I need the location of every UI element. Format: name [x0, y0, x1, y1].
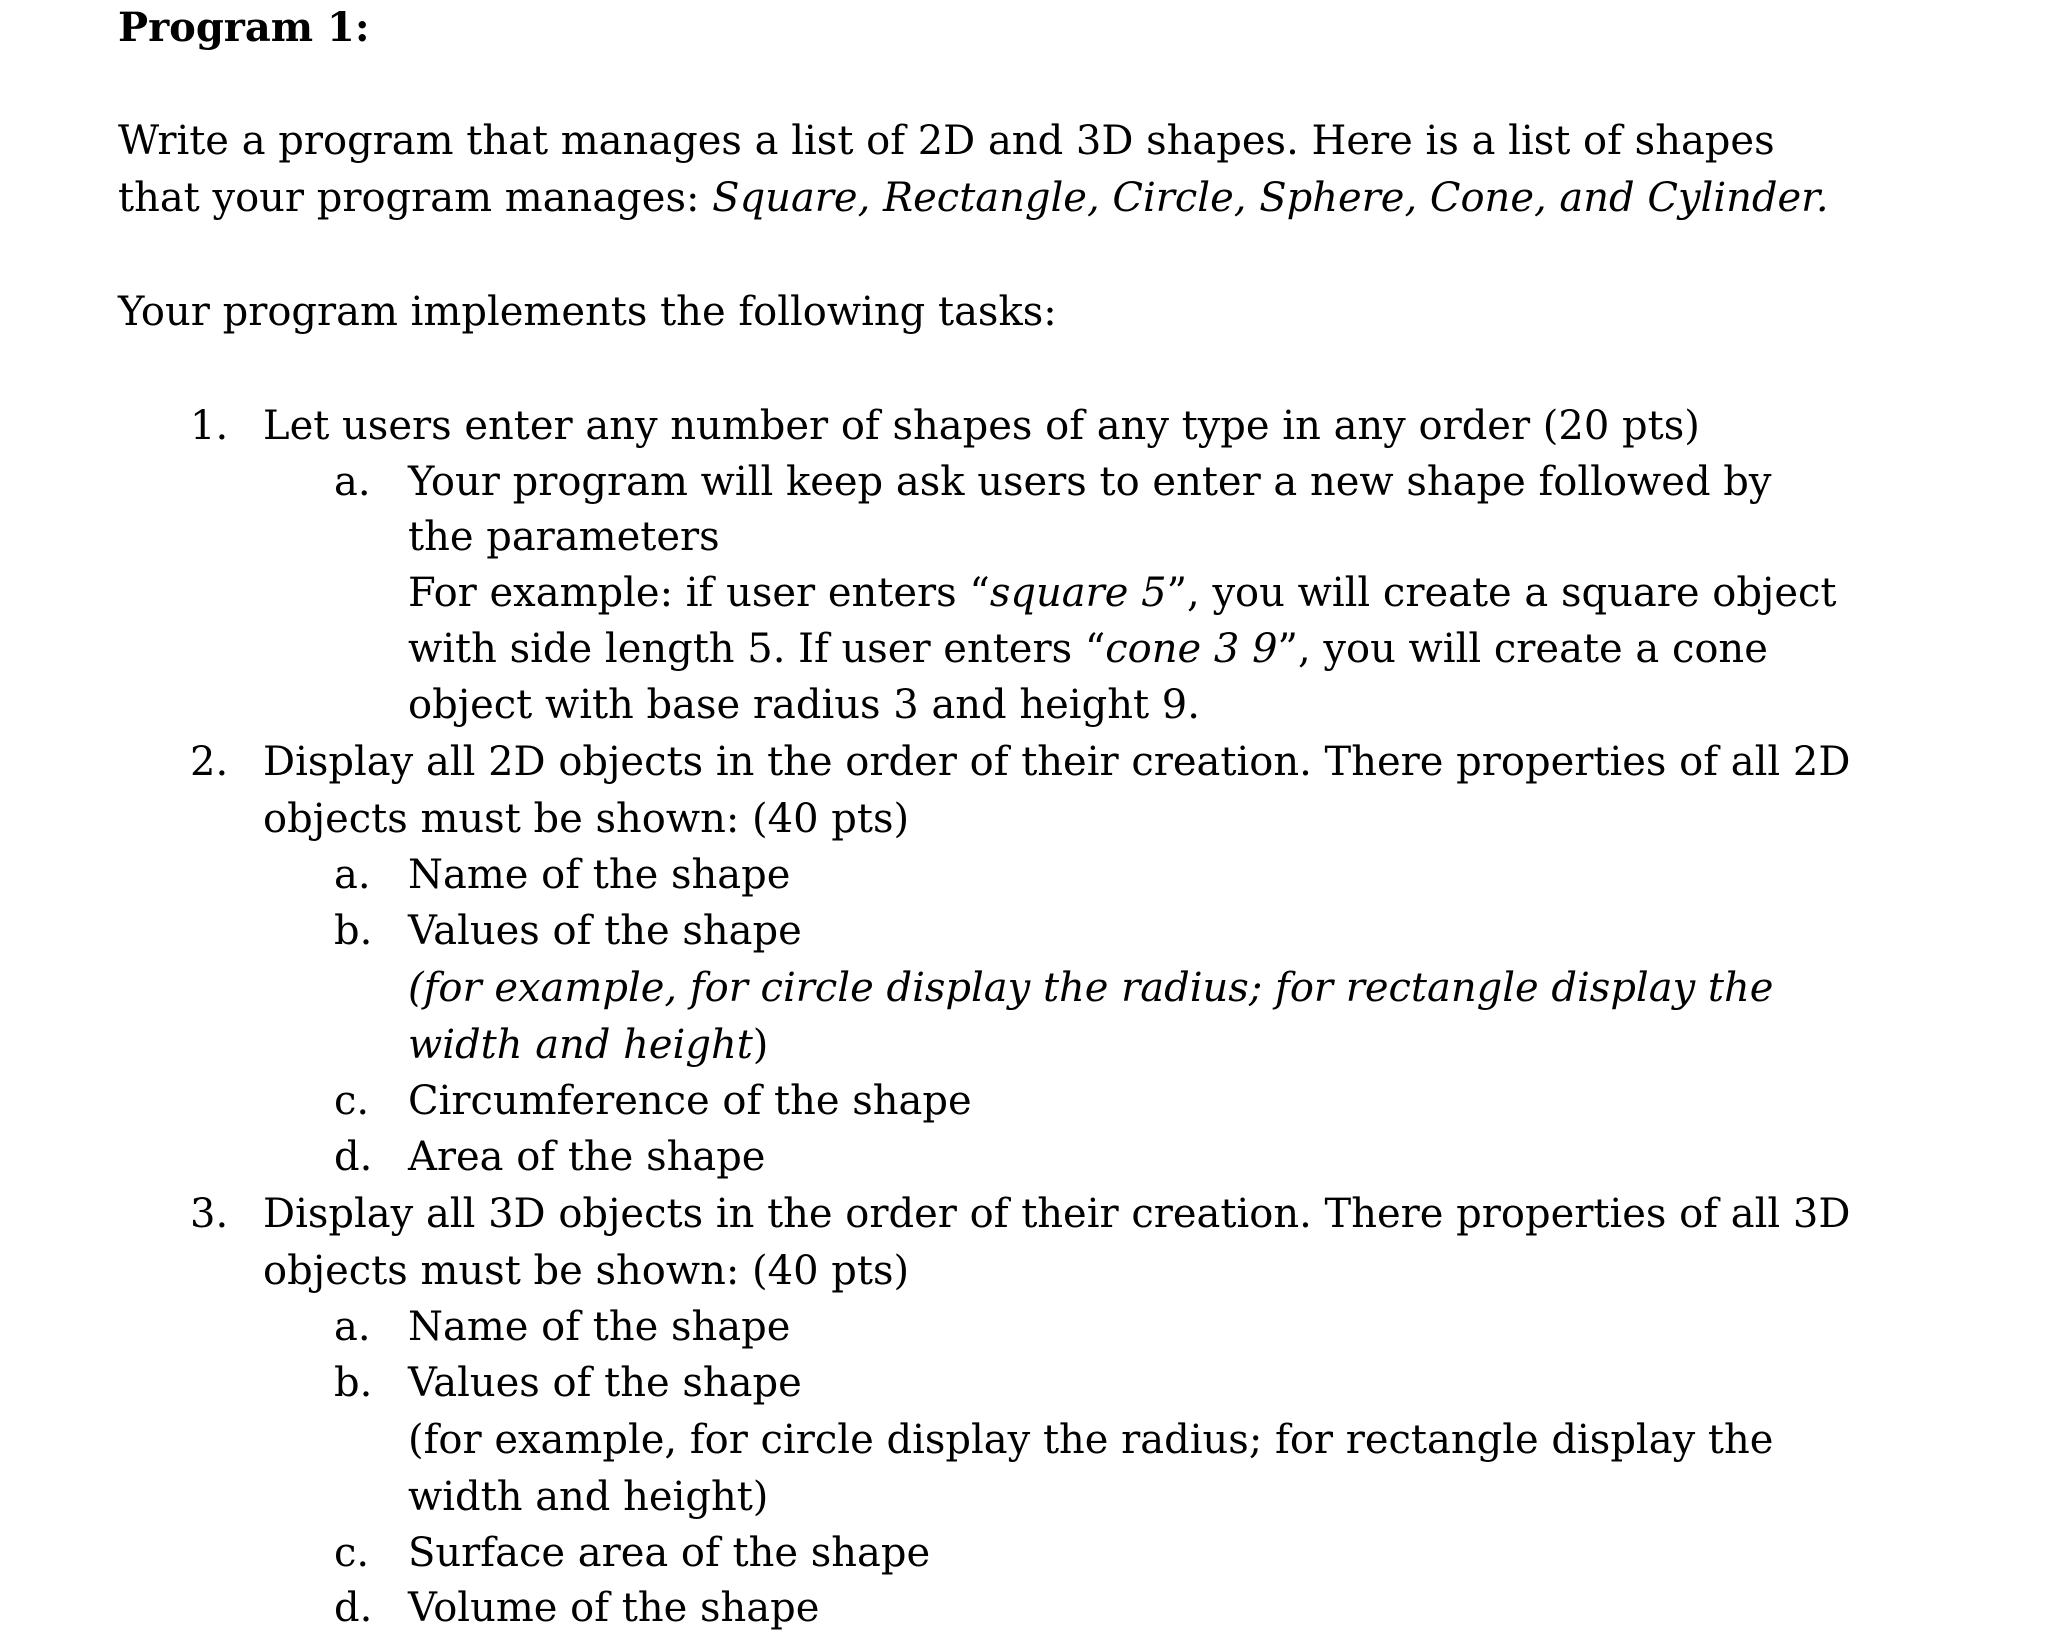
intro-line-2-plain: that your program manages:	[118, 175, 713, 221]
task-3b	[0, 1355, 2046, 1412]
task-1-text: Let users enter any number of shapes of any type in any order (20 pts)	[263, 403, 1700, 449]
intro-line-1: Write a program that manages a list of 2D and 3D shapes. Here is a list of shapes	[118, 118, 1775, 164]
task-2b-note-2	[0, 1017, 2046, 1074]
task-3b-note-2	[0, 1469, 2046, 1526]
task-3-cont	[0, 1243, 2046, 1300]
task-2a-text: Name of the shape	[408, 852, 791, 898]
task-2b-note-line-2-italic: width and height	[408, 1022, 753, 1068]
task-2c-text: Circumference of the shape	[408, 1078, 972, 1124]
task-3b-note-1	[0, 1412, 2046, 1469]
task-2d-letter: d.	[334, 1134, 373, 1180]
task-1a-example-2	[0, 622, 2046, 677]
task-2	[0, 734, 2046, 791]
example-cone-input: cone 3 9	[1105, 626, 1278, 672]
task-3d-text: Volume of the shape	[408, 1585, 820, 1631]
task-3d	[0, 1581, 2046, 1636]
task-3c	[0, 1526, 2046, 1581]
task-2a-letter: a.	[334, 852, 371, 898]
task-2b-letter: b.	[334, 908, 373, 954]
task-3a-letter: a.	[334, 1304, 371, 1350]
task-list	[0, 398, 2046, 1636]
example-line-1-b: ”, you will create a square object	[1166, 570, 1837, 616]
task-2-line-2: objects must be shown: (40 pts)	[263, 796, 910, 842]
tasks-intro: Your program implements the following tasks:	[118, 289, 1057, 335]
task-3b-note-line-2: width and height)	[408, 1474, 769, 1520]
task-3c-letter: c.	[334, 1530, 370, 1576]
task-1-number: 1.	[190, 403, 229, 449]
task-2b-note-close-paren: )	[752, 1022, 769, 1068]
task-1a-letter: a.	[334, 459, 371, 505]
task-3c-text: Surface area of the shape	[408, 1530, 931, 1576]
example-line-2-a: with side length 5. If user enters “	[408, 626, 1106, 672]
task-2a	[0, 848, 2046, 903]
task-2-cont	[0, 791, 2046, 848]
intro-paragraph	[118, 113, 1829, 227]
task-2d	[0, 1129, 2046, 1186]
task-1a	[0, 455, 2046, 510]
task-1a-line-1: Your program will keep ask users to enter a new shape followed by	[408, 459, 1772, 505]
task-3a	[0, 1300, 2046, 1355]
task-2b-note-line-2	[408, 1017, 768, 1074]
example-line-2	[408, 622, 1768, 677]
task-1	[0, 398, 2046, 455]
task-2b-note-1	[0, 960, 2046, 1017]
task-2c	[0, 1074, 2046, 1129]
task-2b-note-line-1: (for example, for circle display the radius; for rectangle display the	[408, 965, 1774, 1011]
task-3-line-2: objects must be shown: (40 pts)	[263, 1248, 910, 1294]
task-1a-line-2: the parameters	[408, 514, 720, 560]
task-3a-text: Name of the shape	[408, 1304, 791, 1350]
task-3	[0, 1186, 2046, 1243]
task-1a-example-3	[0, 677, 2046, 734]
shape-names-list: Square, Rectangle, Circle, Sphere, Cone, and Cylinder.	[712, 175, 1829, 221]
example-line-3: object with base radius 3 and height 9.	[408, 682, 1200, 728]
task-3-line-1: Display all 3D objects in the order of their creation. There properties of all 3D	[263, 1191, 1851, 1237]
task-2-line-1: Display all 2D objects in the order of their creation. There properties of all 2D	[263, 739, 1851, 785]
task-2b-text: Values of the shape	[408, 908, 802, 954]
task-3-number: 3.	[190, 1191, 229, 1237]
task-2-number: 2.	[190, 739, 229, 785]
example-line-1-a: For example: if user enters “	[408, 570, 990, 616]
task-2d-text: Area of the shape	[408, 1134, 766, 1180]
task-1a-cont	[0, 510, 2046, 565]
program-title: Program 1:	[118, 4, 370, 51]
task-1a-example-1	[0, 565, 2046, 622]
task-3b-text: Values of the shape	[408, 1360, 802, 1406]
task-3d-letter: d.	[334, 1585, 373, 1631]
task-3b-note-line-1: (for example, for circle display the radius; for rectangle display the	[408, 1417, 1774, 1463]
example-line-2-b: ”, you will create a cone	[1277, 626, 1768, 672]
example-square-input: square 5	[989, 570, 1167, 616]
task-2b	[0, 903, 2046, 960]
example-line-1	[408, 565, 1836, 622]
task-3b-letter: b.	[334, 1360, 373, 1406]
task-2c-letter: c.	[334, 1078, 370, 1124]
